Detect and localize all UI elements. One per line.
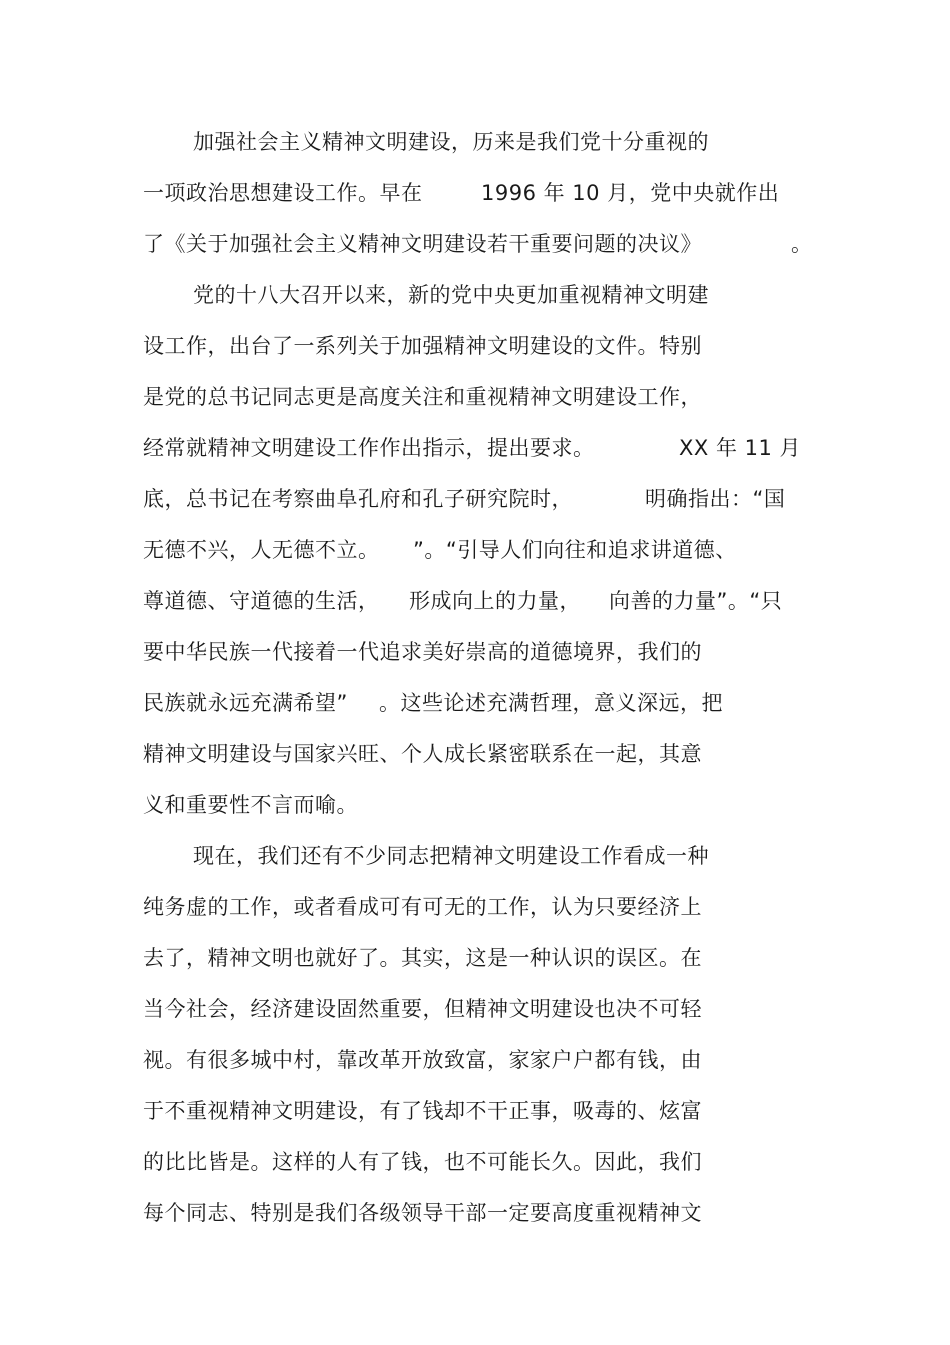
text-segment: 党的十八大召开以来，新的党中央更加重视精神文明建	[193, 283, 709, 307]
text-segment: 加强社会主义精神文明建设，历来是我们党十分重视的	[193, 130, 709, 154]
text-segment: 于不重视精神文明建设，有了钱却不干正事，吸毒的、炫富	[143, 1099, 702, 1123]
text-segment: 是党的总书记同志更是高度关注和重视精神文明建设工作，	[143, 385, 702, 409]
text-segment: 底，总书记在考察曲阜孔府和孔子研究院时，	[143, 487, 573, 511]
text-segment: ”。“引导人们向往和追求讲道德、	[413, 538, 737, 562]
text-segment: 形成向上的力量，	[409, 589, 581, 613]
text-segment: 纯务虚的工作，或者看成可有可无的工作，认为只要经济上	[143, 895, 702, 919]
text-segment: 。	[791, 232, 813, 256]
text-segment: 设工作，出台了一系列关于加强精神文明建设的文件。特别	[143, 334, 702, 358]
text-segment: 。这些论述充满哲理，意义深远，把	[379, 691, 723, 715]
text-segment: 义和重要性不言而喻。	[143, 793, 358, 817]
text-segment: 要中华民族一代接着一代追求美好崇高的道德境界，我们的	[143, 640, 702, 664]
text-segment: 民族就永远充满希望”	[143, 691, 348, 715]
text-segment: 现在，我们还有不少同志把精神文明建设工作看成一种	[193, 844, 709, 868]
text-segment: 明确指出：“国	[645, 487, 786, 511]
text-segment: 每个同志、特别是我们各级领导干部一定要高度重视精神文	[143, 1201, 702, 1225]
text-segment: 当今社会，经济建设固然重要，但精神文明建设也决不可轻	[143, 997, 702, 1021]
text-segment: 一项政治思想建设工作。早在	[143, 181, 423, 205]
text-segment: 的比比皆是。这样的人有了钱，也不可能长久。因此，我们	[143, 1150, 702, 1174]
text-segment: 尊道德、守道德的生活，	[143, 589, 380, 613]
text-segment: 1996 年 10 月，党中央就作出	[481, 181, 780, 205]
text-segment: 精神文明建设与国家兴旺、个人成长紧密联系在一起，其意	[143, 742, 702, 766]
text-segment: 去了，精神文明也就好了。其实，这是一种认识的误区。在	[143, 946, 702, 970]
text-segment: 向善的力量”。“只	[609, 589, 783, 613]
text-segment: 了《关于加强社会主义精神文明建设若干重要问题的决议》	[143, 232, 702, 256]
text-segment: 视。有很多城中村，靠改革开放致富，家家户户都有钱，由	[143, 1048, 702, 1072]
text-segment: 经常就精神文明建设工作作出指示，提出要求。	[143, 436, 595, 460]
text-segment: 无德不兴，人无德不立。	[143, 538, 380, 562]
text-segment: XX 年 11 月	[679, 436, 802, 460]
